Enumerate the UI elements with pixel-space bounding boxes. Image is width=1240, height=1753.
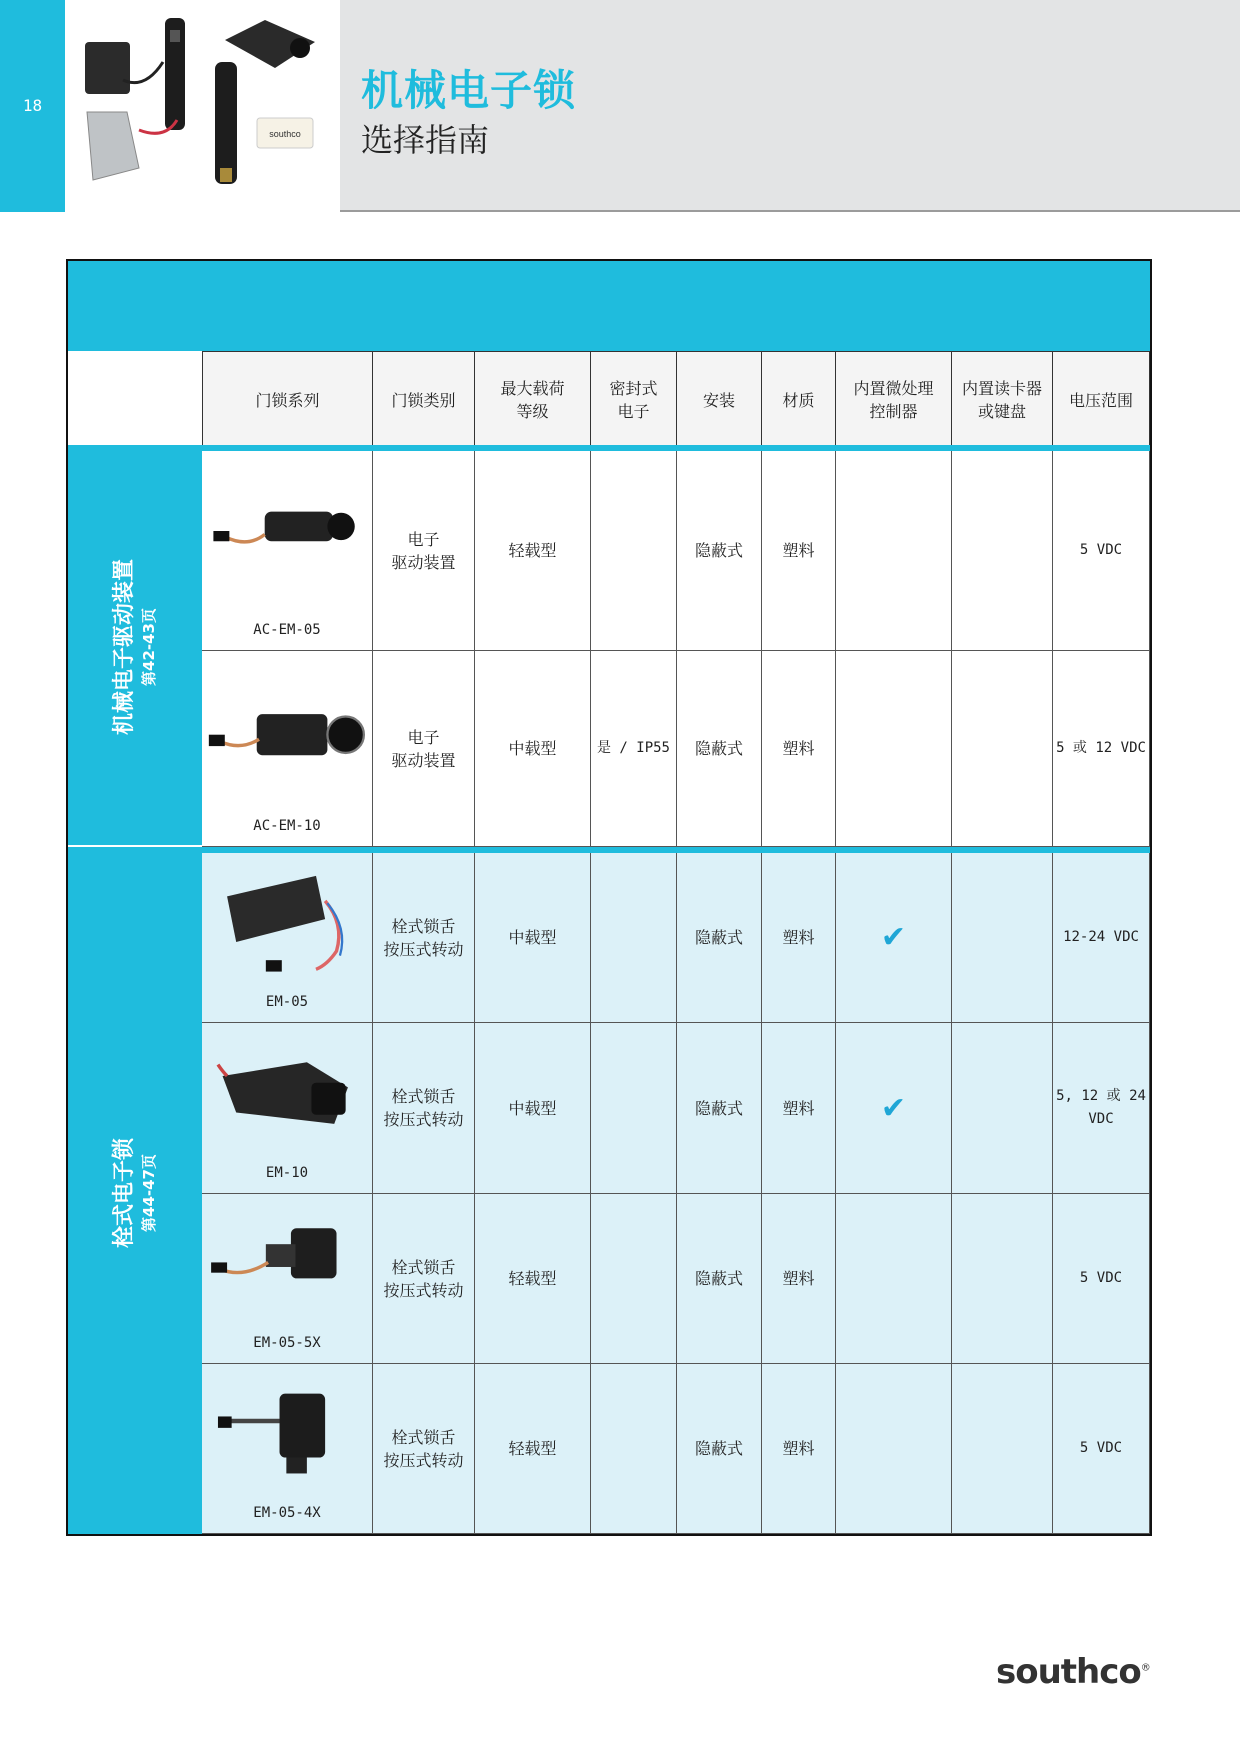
col-header-mount: 安装: [677, 351, 762, 448]
product-image: [202, 1023, 373, 1154]
product-cell: [202, 1364, 373, 1534]
mount-cell: 隐蔽式: [677, 451, 762, 651]
col-header-reader: 内置读卡器 或键盘: [952, 351, 1053, 448]
col-header-microprocessor: 内置微处理 控制器: [836, 351, 952, 448]
page-header: [0, 0, 1240, 212]
mount-cell: 隐蔽式: [677, 1364, 762, 1534]
category-cell: 栓式锁舌 按压式转动: [373, 1364, 475, 1534]
product-model: EM-10: [265, 1165, 309, 1181]
sealed-cell: [591, 1364, 677, 1534]
sealed-cell: 是 / IP55: [591, 651, 677, 847]
section-title: 机械电子驱动装置: [112, 558, 137, 735]
check-icon: ✔: [836, 853, 952, 1023]
microprocessor-cell: [836, 651, 952, 847]
section-pages: 第42-43页: [140, 607, 158, 686]
product-cell: [202, 451, 373, 651]
reader-cell: [952, 1023, 1053, 1194]
product-image: [202, 853, 373, 983]
mount-cell: 隐蔽式: [677, 1194, 762, 1364]
page-subtitle: 选择指南: [361, 121, 490, 159]
voltage-cell: 5 VDC: [1053, 1194, 1150, 1364]
load-cell: 轻载型: [475, 451, 591, 651]
voltage-cell: 5 VDC: [1053, 1364, 1150, 1534]
sealed-cell: [591, 451, 677, 651]
reader-cell: [952, 651, 1053, 847]
category-cell: 栓式锁舌 按压式转动: [373, 1023, 475, 1194]
page-number: 18: [22, 96, 43, 115]
sealed-cell: [591, 853, 677, 1023]
microprocessor-cell: [836, 1364, 952, 1534]
material-cell: 塑料: [762, 853, 836, 1023]
col-header-material: 材质: [762, 351, 836, 448]
product-image: [202, 651, 373, 807]
category-cell: 电子 驱动装置: [373, 451, 475, 651]
reader-cell: [952, 853, 1053, 1023]
product-image: [202, 451, 373, 611]
brand-mark: ®: [1140, 1662, 1150, 1674]
col-header-load: 最大载荷 等级: [475, 351, 591, 448]
product-model: AC-EM-05: [253, 622, 321, 638]
product-cell: [202, 853, 373, 1023]
material-cell: 塑料: [762, 1023, 836, 1194]
load-cell: 轻载型: [475, 1364, 591, 1534]
voltage-cell: 5, 12 或 24 VDC: [1053, 1023, 1150, 1194]
load-cell: 轻载型: [475, 1194, 591, 1364]
load-cell: 中载型: [475, 651, 591, 847]
product-cell: [202, 1194, 373, 1364]
microprocessor-cell: [836, 1194, 952, 1364]
reader-cell: [952, 1364, 1053, 1534]
product-model: EM-05-4X: [253, 1505, 321, 1521]
reader-cell: [952, 451, 1053, 651]
product-model: AC-EM-10: [253, 818, 321, 834]
section-label-actuators: [68, 448, 202, 845]
col-header-sealed: 密封式 电子: [591, 351, 677, 448]
section-pages: 第44-47页: [140, 1153, 158, 1232]
reader-cell: [952, 1194, 1053, 1364]
check-icon: ✔: [836, 1023, 952, 1194]
sealed-cell: [591, 1194, 677, 1364]
header-divider: [340, 210, 1240, 212]
section-label-latches: [68, 851, 202, 1534]
voltage-cell: 12-24 VDC: [1053, 853, 1150, 1023]
category-cell: 栓式锁舌 按压式转动: [373, 1194, 475, 1364]
table-top-band: [68, 261, 1150, 351]
voltage-cell: 5 或 12 VDC: [1053, 651, 1150, 847]
brand-logo: [996, 1652, 1150, 1692]
material-cell: 塑料: [762, 1364, 836, 1534]
mount-cell: 隐蔽式: [677, 651, 762, 847]
product-model: EM-05-5X: [253, 1335, 321, 1351]
material-cell: 塑料: [762, 1194, 836, 1364]
selection-table: [66, 259, 1152, 1536]
material-cell: 塑料: [762, 451, 836, 651]
col-header-category: 门锁类别: [373, 351, 475, 448]
product-cell: [202, 1023, 373, 1194]
product-image: [202, 1194, 373, 1324]
col-header-series: 门锁系列: [202, 351, 373, 448]
svg-text:southco: southco: [269, 129, 301, 139]
load-cell: 中载型: [475, 1023, 591, 1194]
sealed-cell: [591, 1023, 677, 1194]
product-model: EM-05: [265, 994, 309, 1010]
section-title: 栓式电子锁: [112, 1137, 137, 1248]
header-product-photo: [65, 0, 340, 212]
col-header-voltage: 电压范围: [1053, 351, 1150, 448]
voltage-cell: 5 VDC: [1053, 451, 1150, 651]
mount-cell: 隐蔽式: [677, 1023, 762, 1194]
product-cell: [202, 651, 373, 847]
category-cell: 电子 驱动装置: [373, 651, 475, 847]
brand-name: southco: [996, 1652, 1141, 1692]
page-title: 机械电子锁: [361, 66, 577, 115]
material-cell: 塑料: [762, 651, 836, 847]
microprocessor-cell: [836, 451, 952, 651]
mount-cell: 隐蔽式: [677, 853, 762, 1023]
category-cell: 栓式锁舌 按压式转动: [373, 853, 475, 1023]
product-image: [202, 1364, 373, 1494]
load-cell: 中载型: [475, 853, 591, 1023]
